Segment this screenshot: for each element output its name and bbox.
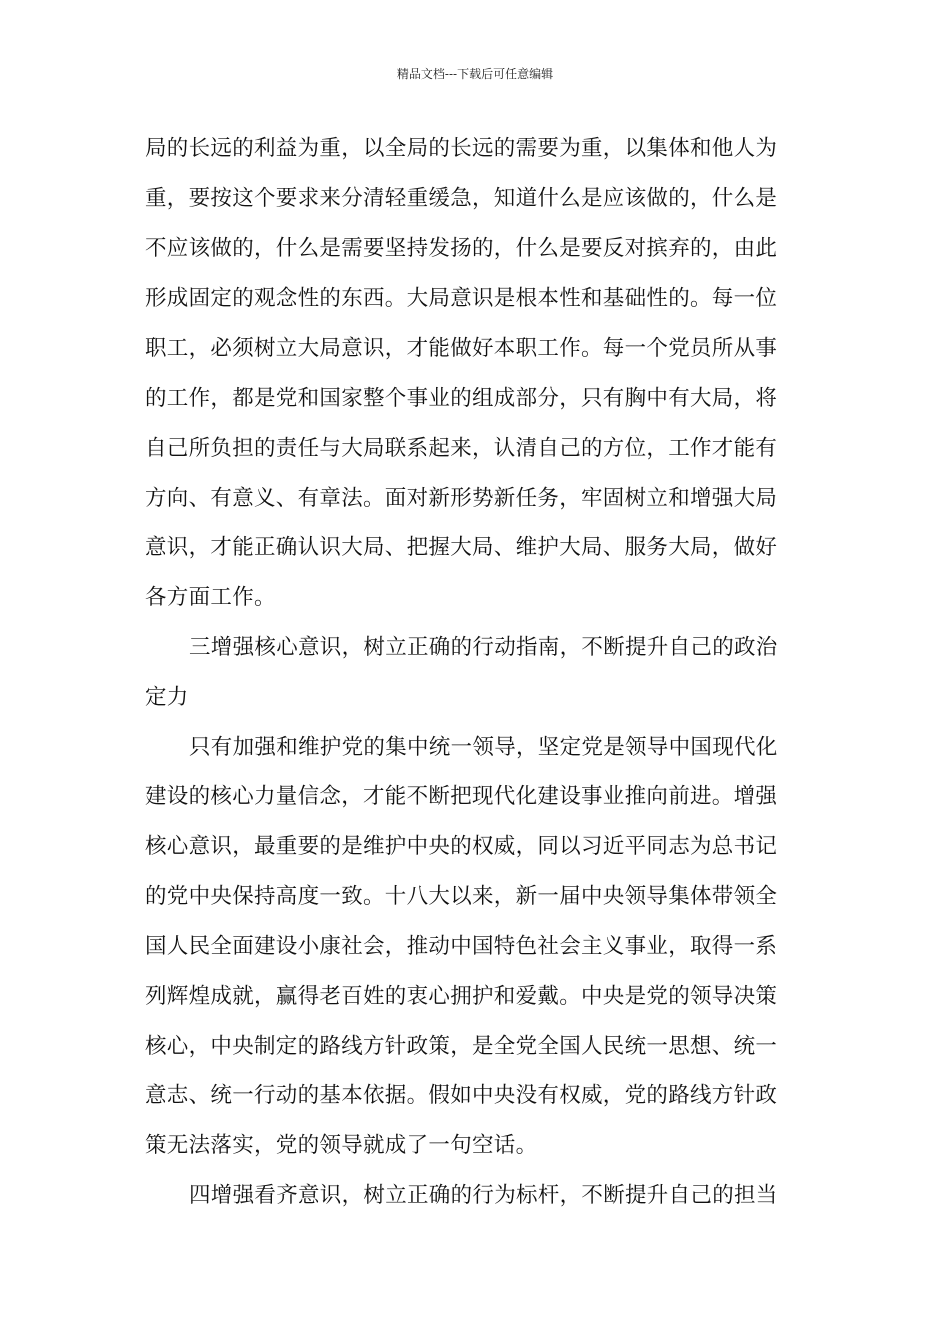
text-line: 核心，中央制定的路线方针政策，是全党全国人民统一思想、统一 (145, 1034, 778, 1059)
text-line: 的工作，都是党和国家整个事业的组成部分，只有胸中有大局，将 (145, 386, 778, 411)
text-line: 局的长远的利益为重，以全局的长远的需要为重，以集体和他人为 (145, 136, 778, 161)
text-line: 形成固定的观念性的东西。大局意识是根本性和基础性的。每一位 (145, 286, 778, 311)
text-line: 自己所负担的责任与大局联系起来，认清自己的方位，工作才能有 (145, 436, 778, 461)
text-line: 方向、有意义、有章法。面对新形势新任务，牢固树立和增强大局 (145, 486, 778, 511)
text-line: 核心意识，最重要的是维护中央的权威，同以习近平同志为总书记 (145, 834, 778, 859)
text-line: 列辉煌成就，赢得老百姓的衷心拥护和爱戴。中央是党的领导决策 (145, 984, 778, 1009)
text-line: 策无法落实，党的领导就成了一句空话。 (145, 1133, 538, 1158)
text-line: 国人民全面建设小康社会，推动中国特色社会主义事业，取得一系 (145, 934, 778, 959)
text-line: 职工，必须树立大局意识，才能做好本职工作。每一个党员所从事 (145, 336, 778, 361)
text-line: 不应该做的，什么是需要坚持发扬的，什么是要反对摈弃的，由此 (145, 236, 778, 261)
section-heading-line: 三增强核心意识，树立正确的行动指南，不断提升自己的政治 (189, 635, 778, 660)
text-line: 只有加强和维护党的集中统一领导，坚定党是领导中国现代化 (189, 735, 778, 760)
text-line: 意识，才能正确认识大局、把握大局、维护大局、服务大局，做好 (145, 535, 778, 560)
text-line: 的党中央保持高度一致。十八大以来，新一届中央领导集体带领全 (145, 884, 778, 909)
section-heading-line: 定力 (145, 685, 189, 710)
text-line: 意志、统一行动的基本依据。假如中央没有权威，党的路线方针政 (145, 1083, 778, 1108)
page-header: 精品文档---下载后可任意编辑 (396, 67, 554, 81)
section-heading-line: 四增强看齐意识，树立正确的行为标杆，不断提升自己的担当 (189, 1183, 778, 1208)
text-line: 各方面工作。 (145, 585, 276, 610)
text-line: 建设的核心力量信念，才能不断把现代化建设事业推向前进。增强 (145, 784, 778, 809)
text-line: 重，要按这个要求来分清轻重缓急，知道什么是应该做的，什么是 (145, 186, 778, 211)
